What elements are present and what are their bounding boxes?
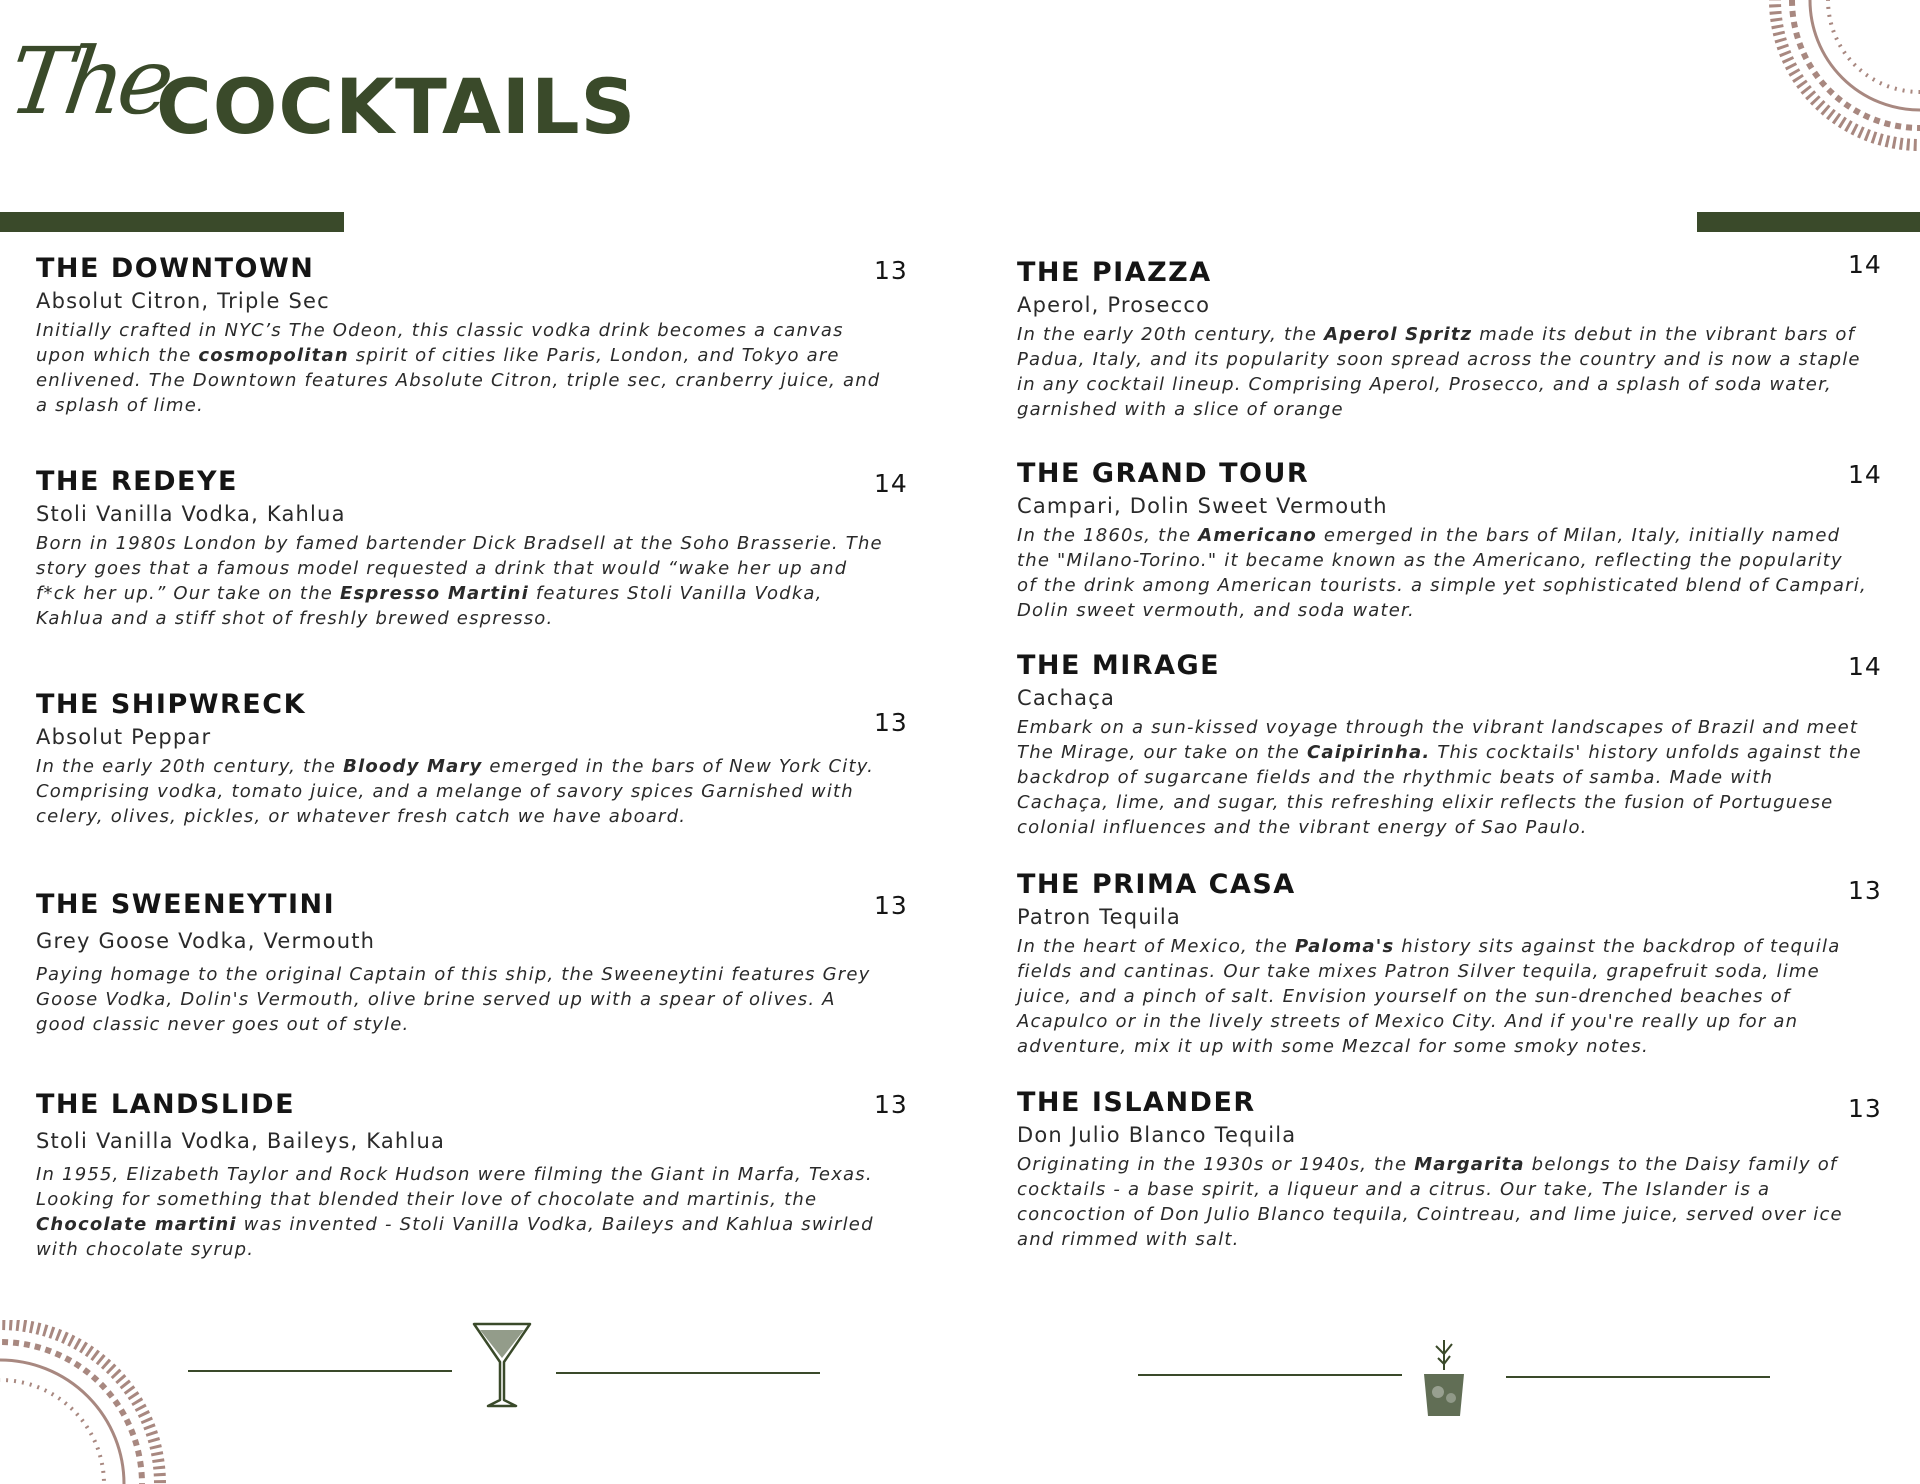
- item-description: Paying homage to the original Captain of this ship, the Sweeneytini features Grey Goose Vodka, Dolin's Vermouth, olive brine served up with a spear of olives. A good classic never goes out of style.: [36, 964, 871, 1035]
- item-price: 13: [874, 1090, 908, 1119]
- title-script-the: The: [2, 28, 175, 135]
- item-name: THE MIRAGE: [1017, 650, 1221, 681]
- item-ingredients: Don Julio Blanco Tequila: [1017, 1123, 1297, 1147]
- item-ingredients: Patron Tequila: [1017, 905, 1181, 929]
- divider-line: [1506, 1376, 1770, 1378]
- item-description: In the early 20th century, the Bloody Mary emerged in the bars of New York City. Comprising vodka, tomato juice, and a melange of savory spices Garnished with celery, olives, pickles, or whatever fresh catch we have aboard.: [36, 756, 875, 827]
- item-name: THE REDEYE: [36, 466, 238, 497]
- accent-bar-right: [1697, 212, 1920, 232]
- item-price: 13: [1848, 1094, 1882, 1123]
- item-ingredients: Absolut Citron, Triple Sec: [36, 289, 330, 313]
- menu-item: [1017, 457, 1867, 623]
- item-ingredients: Stoli Vanilla Vodka, Baileys, Kahlua: [36, 1129, 446, 1153]
- item-ingredients: Aperol, Prosecco: [1017, 293, 1211, 317]
- divider-line: [188, 1370, 452, 1372]
- menu-item: [36, 688, 886, 829]
- item-price: 13: [874, 891, 908, 920]
- divider-line: [1138, 1374, 1402, 1376]
- item-ingredients: Stoli Vanilla Vodka, Kahlua: [36, 502, 346, 526]
- item-name: THE GRAND TOUR: [1017, 458, 1310, 489]
- menu-item: [36, 465, 886, 631]
- circular-stamp-icon: [1730, 0, 1920, 160]
- item-price: 13: [874, 708, 908, 737]
- menu-item: [1017, 649, 1867, 840]
- item-price: 13: [1848, 876, 1882, 905]
- item-ingredients: Cachaça: [1017, 686, 1116, 710]
- item-name: THE PRIMA CASA: [1017, 869, 1296, 900]
- item-ingredients: Absolut Peppar: [36, 725, 212, 749]
- item-price: 13: [874, 256, 908, 285]
- item-description: In 1955, Elizabeth Taylor and Rock Hudson were filming the Giant in Marfa, Texas. Looking for something that blended their love of chocolate and martinis, the Chocolate martini was invented - Stoli Vanilla Vodka, Baileys and Kahlua swirled with chocolate syrup.: [36, 1164, 874, 1260]
- menu-item: [36, 1088, 886, 1262]
- item-name: THE SHIPWRECK: [36, 689, 306, 720]
- item-name: THE PIAZZA: [1017, 257, 1212, 288]
- menu-item: [1017, 1086, 1867, 1252]
- menu-item: [36, 888, 886, 1037]
- item-ingredients: Campari, Dolin Sweet Vermouth: [1017, 494, 1388, 518]
- item-price: 14: [874, 469, 908, 498]
- rocks-glass-icon: [1414, 1336, 1474, 1422]
- item-name: THE DOWNTOWN: [36, 253, 315, 284]
- item-description: In the heart of Mexico, the Paloma's history sits against the backdrop of tequila fields and cantinas. Our take mixes Patron Silver tequila, grapefruit soda, lime juice, and a pinch of salt. Envision yourself on the sun-drenched beaches of Acapulco or in the lively streets of Mexico City. And if you're really up for an adventure, mix it up with some Mezcal for some smoky notes.: [1017, 936, 1841, 1057]
- item-description: Originating in the 1930s or 1940s, the Margarita belongs to the Daisy family of cocktails - a base spirit, a liqueur and a citrus. Our take, The Islander is a concoction of Don Julio Blanco tequila, Cointreau, and lime juice, served over ice and rimmed with salt.: [1017, 1154, 1843, 1250]
- menu-item: [1017, 256, 1867, 422]
- item-name: THE ISLANDER: [1017, 1087, 1256, 1118]
- item-description: Born in 1980s London by famed bartender Dick Bradsell at the Soho Brasserie. The story goes that a famous model requested a drink that would “wake her up and f*ck her up.” Our take on the Espresso Martini features Stoli Vanilla Vodka, Kahlua and a stiff shot of freshly brewed espresso.: [36, 533, 883, 629]
- item-description: Initially crafted in NYC’s The Odeon, this classic vodka drink becomes a canvas upon which the cosmopolitan spirit of cities like Paris, London, and Tokyo are enlivened. The Downtown features Absolute Citron, triple sec, cranberry juice, and a splash of lime.: [36, 320, 881, 416]
- item-price: 14: [1848, 250, 1882, 279]
- item-name: THE LANDSLIDE: [36, 1089, 296, 1120]
- item-price: 14: [1848, 652, 1882, 681]
- accent-bar-left: [0, 212, 344, 232]
- menu-item: [36, 252, 886, 418]
- martini-glass-icon: [470, 1318, 534, 1410]
- item-description: Embark on a sun-kissed voyage through the vibrant landscapes of Brazil and meet The Mirage, our take on the Caipirinha. This cocktails' history unfolds against the backdrop of sugarcane fields and the rhythmic beats of samba. Made with Cachaça, lime, and sugar, this refreshing elixir reflects the fusion of Portuguese colonial influences and the vibrant energy of Sao Paulo.: [1017, 717, 1862, 838]
- item-description: In the 1860s, the Americano emerged in the bars of Milan, Italy, initially named the "Milano-Torino." it became known as the Americano, reflecting the popularity of the drink among American tourists. a simple yet sophisticated blend of Campari, Dolin sweet vermouth, and soda water.: [1017, 525, 1867, 621]
- page-title: COCKTAILS: [156, 62, 637, 151]
- circular-stamp-icon: [0, 1320, 200, 1484]
- divider-line: [556, 1372, 820, 1374]
- item-description: In the early 20th century, the Aperol Spritz made its debut in the vibrant bars of Padua, Italy, and its popularity soon spread across the country and is now a staple in any cocktail lineup. Comprising Aperol, Prosecco, and a splash of soda water, garnished with a slice of orange: [1017, 324, 1861, 420]
- item-ingredients: Grey Goose Vodka, Vermouth: [36, 929, 376, 953]
- item-price: 14: [1848, 460, 1882, 489]
- menu-item: [1017, 868, 1867, 1059]
- item-name: THE SWEENEYTINI: [36, 889, 336, 920]
